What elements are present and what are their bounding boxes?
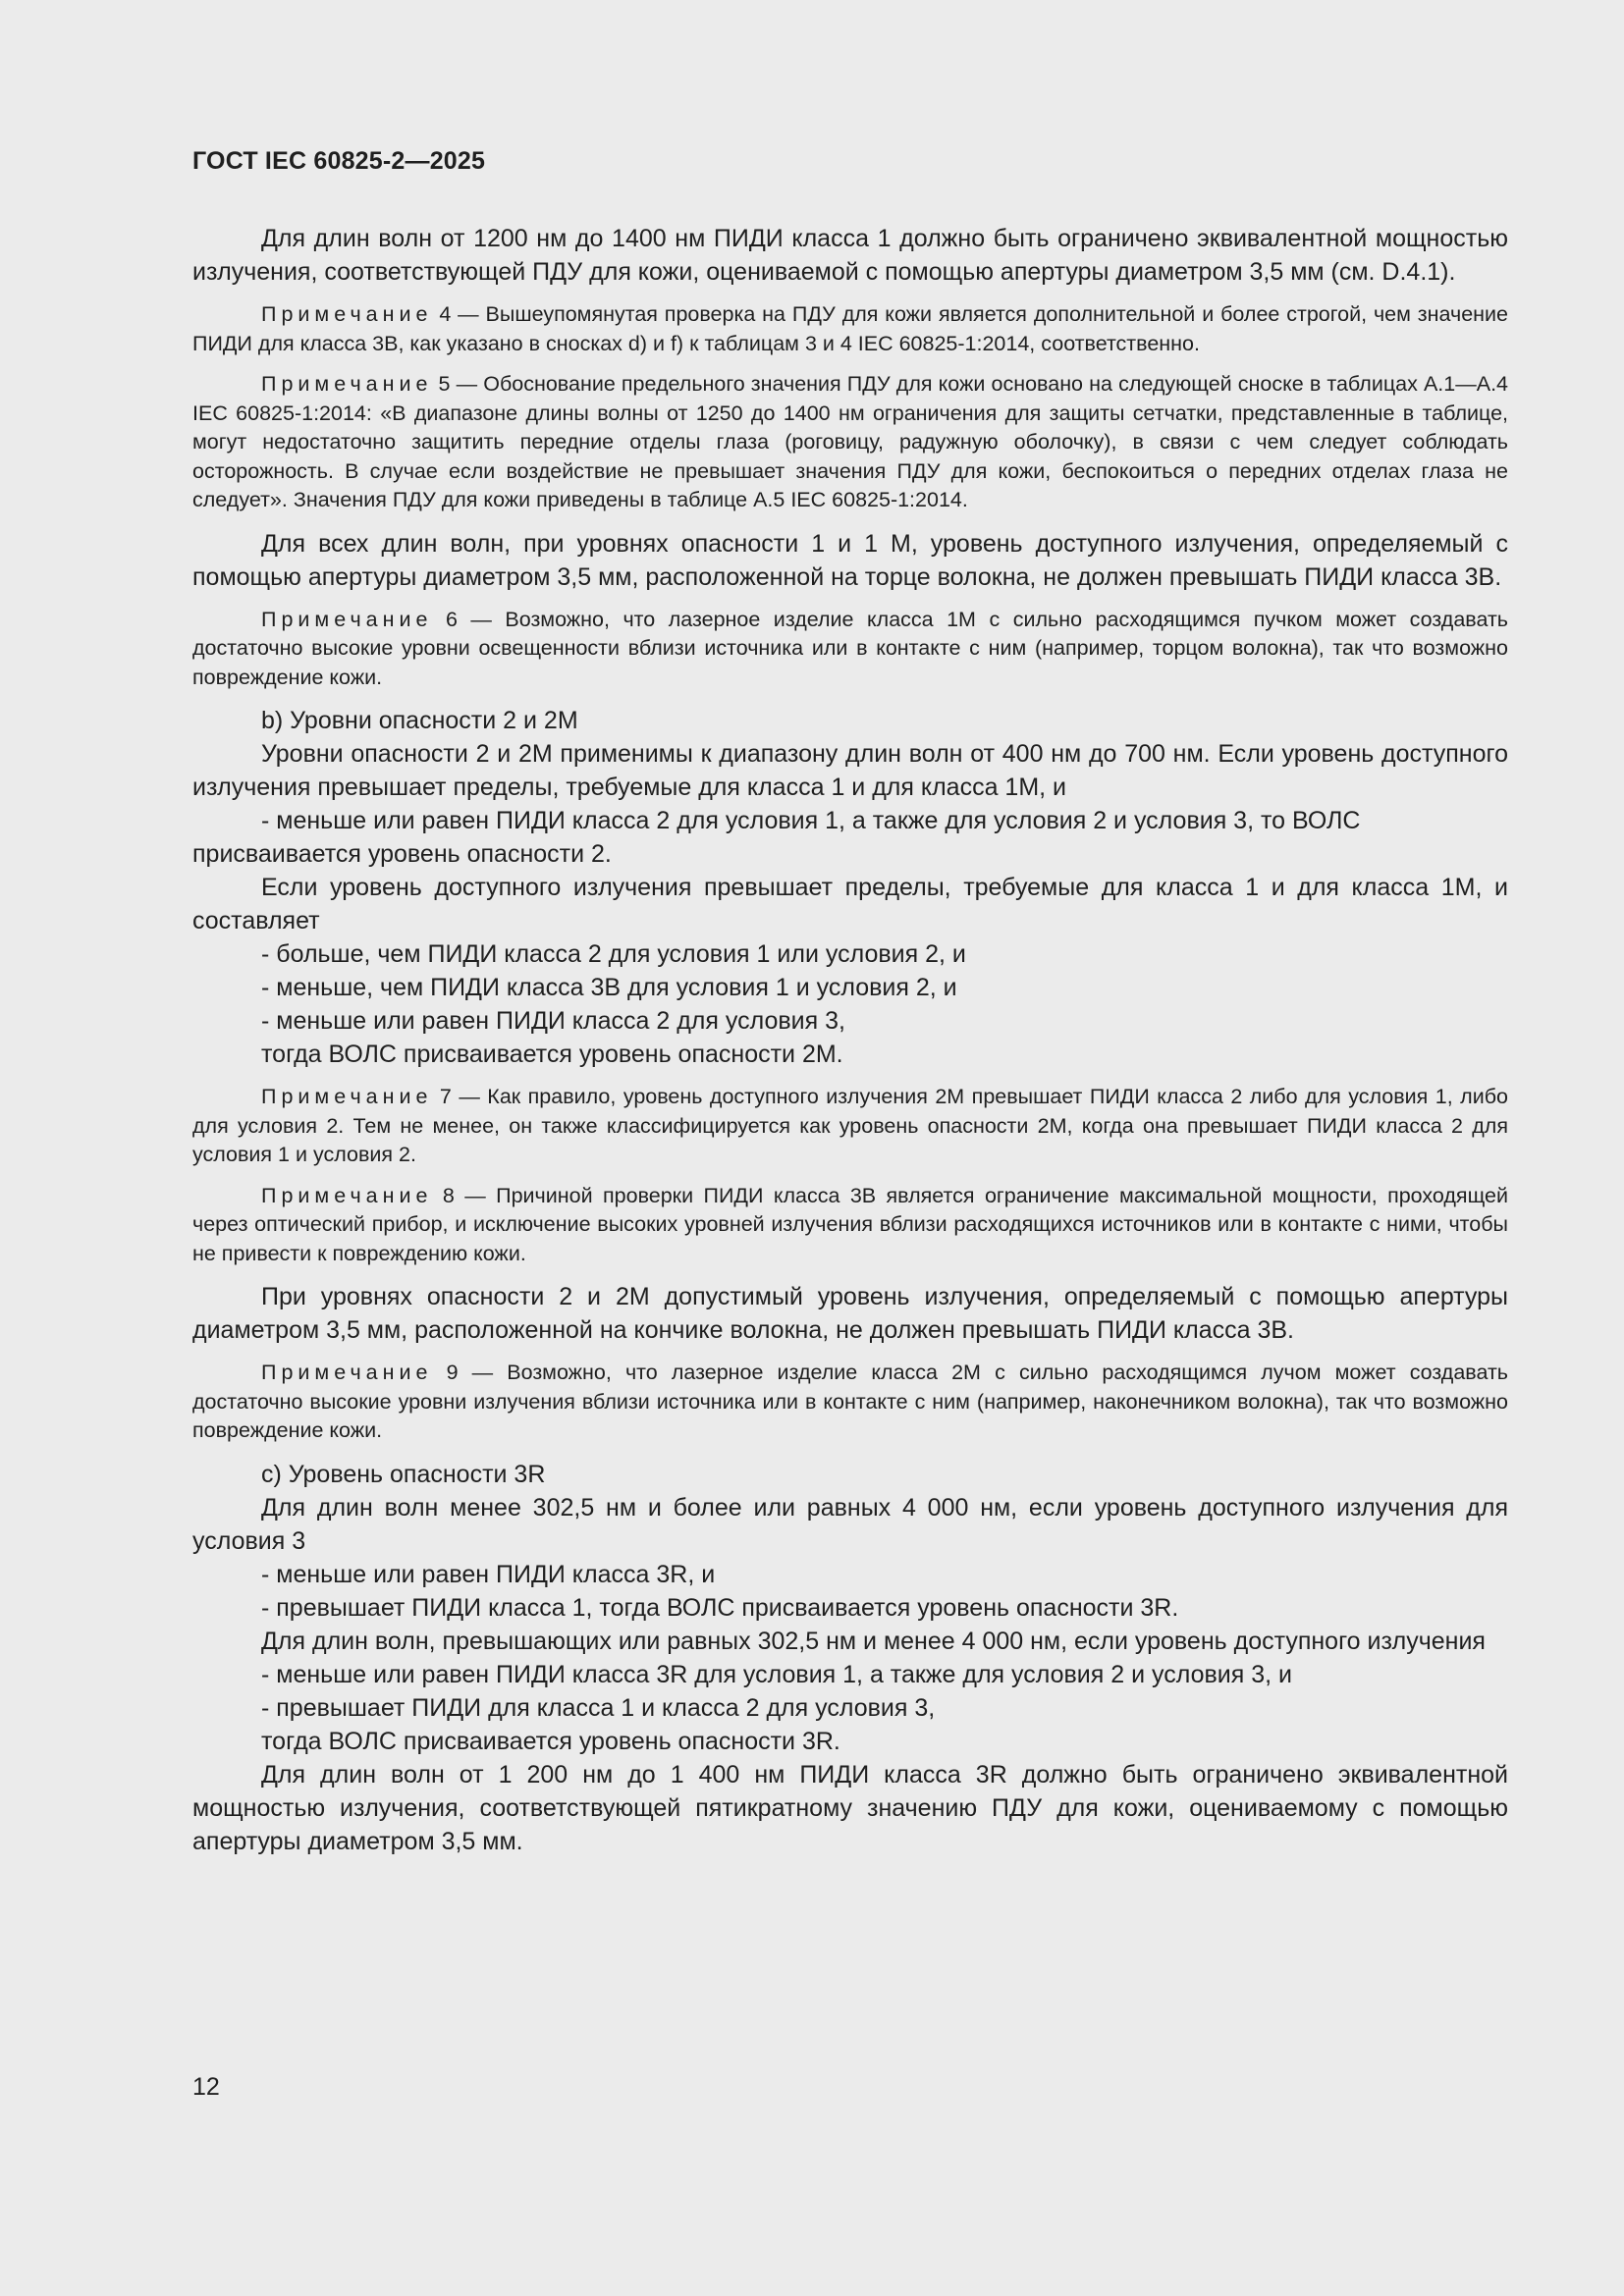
- note-label: Примечание: [261, 1361, 433, 1384]
- note-text: 8 — Причиной проверки ПИДИ класса 3B является ограничение максимальной мощности, проходящей через оптический прибор, и исключение высоких уровней излучения вблизи расходящихся источников или в контакте с ними, чтобы не привести к повреждению кожи.: [192, 1183, 1508, 1265]
- subsection-heading-b: b) Уровни опасности 2 и 2М: [261, 707, 578, 734]
- list-item: - превышает ПИДИ для класса 1 и класса 2 для условия 3,: [261, 1693, 936, 1722]
- paragraph: Для длин волн от 1 200 нм до 1 400 нм ПИДИ класса 3R должно быть ограничено эквивалентной мощностью излучения, соответствующей пятикратному значению ПДУ для кожи, оцениваемому с помощью апертуры диаметром 3,5 мм.: [192, 1760, 1508, 1855]
- note-8: [192, 1182, 1508, 1269]
- note-4: [192, 300, 1508, 358]
- note-label: Примечание: [261, 607, 433, 631]
- note-label: Примечание: [261, 302, 433, 326]
- paragraph: При уровнях опасности 2 и 2М допустимый уровень излучения, определяемый с помощью апертуры диаметром 3,5 мм, расположенной на кончике волокна, не должен превышать ПИДИ класса 3B.: [192, 1283, 1508, 1344]
- paragraph: Уровни опасности 2 и 2М применимы к диапазону длин волн от 400 нм до 700 нм. Если уровень доступного излучения превышает пределы, требуемые для класса 1 и для класса 1М, и: [192, 740, 1508, 801]
- note-text: 6 — Возможно, что лазерное изделие класса 1M с сильно расходящимся пучком может создавать достаточно высокие уровни освещенности вблизи источника или в контакте с ним (например, торцом волокна), так что возможно повреждение кожи.: [192, 607, 1508, 689]
- note-6: [192, 606, 1508, 693]
- note-label: Примечание: [261, 1183, 433, 1207]
- paragraph: Для длин волн от 1200 нм до 1400 нм ПИДИ класса 1 должно быть ограничено эквивалентной мощностью излучения, соответствующей ПДУ для кожи, оцениваемой с помощью апертуры диаметром 3,5 мм (см. D.4.1).: [192, 225, 1508, 286]
- list-item: - меньше или равен ПИДИ класса 3R для условия 1, а также для условия 2 и условия 3, и: [261, 1660, 1292, 1688]
- note-text: 4 — Вышеупомянутая проверка на ПДУ для кожи является дополнительной и более строгой, чем значение ПИДИ для класса 3B, как указано в сносках d) и f) к таблицам 3 и 4 IEC 60825-1:2014, соответственно.: [192, 302, 1508, 355]
- paragraph: тогда ВОЛС присваивается уровень опасности 3R.: [261, 1727, 840, 1755]
- list-item: - меньше, чем ПИДИ класса 3B для условия 1 и условия 2, и: [261, 974, 957, 1001]
- paragraph: Для длин волн менее 302,5 нм и более или равных 4 000 нм, если уровень доступного излучения для условия 3: [192, 1493, 1508, 1555]
- note-9: [192, 1359, 1508, 1446]
- paragraph: тогда ВОЛС присваивается уровень опасности 2М.: [261, 1041, 843, 1068]
- document-body: [192, 222, 1508, 1858]
- list-item: - меньше или равен ПИДИ класса 2 для условия 3,: [261, 1007, 845, 1035]
- list-item: - больше, чем ПИДИ класса 2 для условия 1 или условия 2, и: [261, 940, 966, 968]
- document-code-header: ГОСТ IEC 60825-2—2025: [192, 147, 486, 175]
- subsection-heading-c: c) Уровень опасности 3R: [261, 1460, 546, 1488]
- document-page: [192, 0, 1508, 2296]
- note-7: [192, 1083, 1508, 1170]
- note-text: 5 — Обоснование предельного значения ПДУ для кожи основано на следующей сноске в таблицах А.1—А.4 IEC 60825-1:2014: «В диапазоне длины волны от 1250 до 1400 нм ограничения для защиты сетчатки, представленные в таблице, могут недостаточно защитить передние отделы глаза (роговицу, радужную оболочку), в связи с чем следует соблюдать осторожность. В случае если воздействие не превышает значения ПДУ для кожи, беспокоиться о передних отделах глаза не следует». Значения ПДУ для кожи приведены в таблице А.5 IEC 60825-1:2014.: [192, 372, 1508, 511]
- list-item: - меньше или равен ПИДИ класса 2 для условия 1, а также для условия 2 и условия 3, то ВОЛС присваивается уровень опасности 2.: [192, 807, 1361, 868]
- note-label: Примечание: [261, 372, 433, 396]
- list-item: - меньше или равен ПИДИ класса 3R, и: [261, 1560, 716, 1588]
- note-text: 9 — Возможно, что лазерное изделие класса 2M с сильно расходящимся лучом может создавать достаточно высокие уровни излучения вблизи источника или в контакте с ним (например, наконечником волокна), так что возможно повреждение кожи.: [192, 1361, 1508, 1442]
- list-item: - превышает ПИДИ класса 1, тогда ВОЛС присваивается уровень опасности 3R.: [261, 1593, 1179, 1622]
- note-label: Примечание: [261, 1085, 433, 1108]
- note-5: [192, 370, 1508, 515]
- page-number: 12: [192, 2073, 220, 2101]
- paragraph: Для длин волн, превышающих или равных 302,5 нм и менее 4 000 нм, если уровень доступного излучения: [261, 1627, 1486, 1655]
- paragraph: Для всех длин волн, при уровнях опасности 1 и 1 М, уровень доступного излучения, определяемый с помощью апертуры диаметром 3,5 мм, расположенной на торце волокна, не должен превышать ПИДИ класса 3B.: [192, 529, 1508, 591]
- paragraph: Если уровень доступного излучения превышает пределы, требуемые для класса 1 и для класса 1М, и составляет: [192, 874, 1508, 934]
- note-text: 7 — Как правило, уровень доступного излучения 2М превышает ПИДИ класса 2 либо для условия 1, либо для условия 2. Тем не менее, он также классифицируется как уровень опасности 2М, когда она превышает ПИДИ класса 2 для условия 1 и условия 2.: [192, 1085, 1508, 1166]
